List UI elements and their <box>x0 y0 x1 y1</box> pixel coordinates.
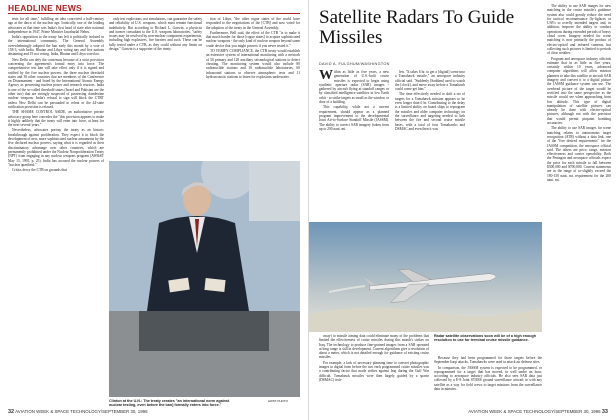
article-paragraph: ithin as little as five years, a new generation of U.S.-built cruise missiles is expected to begin using synthetic aperture radar (SAR) images - gathered by aircraft flying at standoff ranges or by classified intelligence satellites in low Earth orbit - to strike targets as small as the window or door of a building. <box>319 70 389 105</box>
article-paragraph: India's opposition to the treaty has left it politically isolated in the international community. The General Assembly overwhelmingly adopted the ban early this month by a vote of 158-3, with India, Bhutan and Libya voting nay and five nations abstaining and 19 not voting. India, Bhutan and Libya voted no. <box>8 35 104 57</box>
article-column-2 <box>395 70 465 218</box>
article-paragraph: tests for all time," fulfilling an idea conceived a half-century ago at the dawn of the nuclear age. Ironically, one of the leading advocates at that time was India's first head of state after national independence in 1947, Prime Minister Jawaharlal Nehru. <box>8 17 104 34</box>
article-paragraph: away) to missile aiming data could eliminate many of the problems that limited the effectiveness of cruise missiles during this month's strikes on Iraq. The technology to produce fine-grained images from a SAR operated at long range is still in development. Current algorithms give a resolution of about a meter, which is not detailed enough for guidance of existing cruise missiles. <box>319 334 429 360</box>
article-paragraph: TO VERIFY COMPLIANCE, the CTB treaty would establish an extensive system of international monitoring with a network of 50 primary and 120 auxiliary seismological stations to detect cheating. The monitoring system would also include 80 radionuclide stations and 16 radionuclide laboratories, 60 infrasound stations to observe atmospheric tests and 11 hydroacoustic stations to listen for explosions underwater. <box>206 49 300 79</box>
page-number: 33 <box>601 409 608 415</box>
article-title: Satellite Radars To Guide Missiles <box>319 7 515 48</box>
article-column-1 <box>319 70 389 218</box>
article-paragraph: only test explosions, not simulations, can guarantee the safety and reliability of U.S. weapons, which must remain functional indefinitely. But according to Richard L. Garwin, a physicist and former consultant to the U.S. weapons laboratories, "safety issues may be resolved by non-nuclear component experiments, including high explosives, fire barriers and such. These can be fully tested under a CTB, as they could without any limits on design." Garwin is a supporter of the treaty. <box>109 17 202 52</box>
article-column-3 <box>547 4 611 404</box>
clinton-un-photo <box>109 161 300 397</box>
article-column-under-photo <box>319 334 429 406</box>
article-paragraph: New Delhi can defy the consensus because of a strict provision concerning the agreement's formal entry into force. The comprehensive test ban will take effect only if it is signed and ratified by the five nuclear powers, the three nuclear threshold states and 36 other countries that are members of the Conference on Disarmament - and listed by the International Atomic Energy Agency as possessing nuclear power and research reactors. India is one of the so-called threshold states (Israel and Pakistan are the other two) that are strongly suspected of possessing clandestine nuclear weapons. India's refusal to sign will block the CTBT unless New Delhi can be persuaded to relent or the 44-state ratification provision is relaxed. <box>8 57 104 109</box>
article-paragraph: Furthermore, Bell said, the effect of the CTB "is to make it that much harder for those [rogue states] to acquire sophisticated nuclear weapons - the only kind of nuclear weapon beyond some crude device that you might possess if you never tested it." <box>206 30 300 48</box>
article-paragraph: Critics decry the CTB on grounds that <box>12 168 67 173</box>
page-footer <box>8 409 148 415</box>
article-paragraph: Nevertheless, advocates portray the treaty as an historic breakthrough against proliferation. They expect it to block the development of new, more sophisticated nuclear armaments by the five declared nuclear powers, saying what it is regarded as their discriminatory advantage over other countries, which are permanently prohibited under the Nuclear Nonproliferation Treaty (NPT) from engaging in any nuclear weapons program (AW&ST May 15, 1995, p. 25). India has accused the nuclear powers of "nuclear apartheid." <box>8 128 104 167</box>
photo-caption: Radar satellite observations soon will be of a high enough resolution to use for terminal cruise missile guidance. <box>434 334 537 343</box>
article-paragraph: The ability to use SAR images for scene matching relates to autonomous target recognition (ATR) without a data link, one of the "five desired requirements" for the JASSM competition, the aerospace official said. The others are price, range, mission effectiveness and carrier operability. Both the Pentagon and aerospace officials expect the price for each missile to fall between $300,000 and $700,000. Current statements are in the range of so-slightly exceed the 180-150 naut. mi. requirement for the 200 naut. mi. <box>547 126 611 182</box>
article-column-2 <box>109 17 202 159</box>
article-paragraph: tion of Libya, "the other rogue states of the world have responded to the negotiations of the [CTB] and now voted for the adoption of the treaty in the General Assembly. <box>206 17 300 30</box>
article-column-3 <box>206 17 300 159</box>
article-paragraph: The time effectively needed to shift a set of targets for a Tomahawk mission appears to be even longer than 6 hr. Contributing to the delay is a limited ability on board ships to reprogram the missiles and older computer technology on the surveillance and targeting needed to link between the fire and second cruise missile bases, with a total of four Tomahawks and DSMAC and even then it was <box>395 92 465 131</box>
page-footer <box>318 409 608 415</box>
publication-footer: AVIATION WEEK & SPACE TECHNOLOGY/SEPTEMBER 30, 1996 <box>15 409 148 414</box>
photo-credit: AWST PHOTO <box>268 399 288 403</box>
right-page <box>308 0 616 420</box>
section-label: HEADLINE NEWS <box>8 3 82 13</box>
section-rule <box>8 13 300 14</box>
article-paragraph: For example, a lack of necessary planning time to convert photographic images to digital form before the two each programmed cruise missiles was a contributing factor that made strikes against Iraq during the Gulf War difficult. Tomahawk missiles were then largely guided by a sparse (DSMAC) tech- <box>319 360 429 382</box>
article-paragraph: This capability, while not a current requirement, should appear as a planned program improvement to the developmental Joint Air-to-Surface Standoff Missile (JASSM). The ability to correct SAR imagery (taken from up to 200 naut. mi. <box>319 105 389 131</box>
article-paragraph: Because they had been programmed for those targets before the September Iraqi attacks, Tomahawks were used to attack air defense sites. <box>434 356 542 365</box>
article-column-1 <box>8 17 104 405</box>
drop-cap: W <box>319 70 333 83</box>
photo-caption: Clinton at the U.N.: The treaty creates "an international norm against nuclear testing, even before the ban] formally enters into force." <box>109 399 230 408</box>
article-paragraph: In comparison, the JASSM system is expected to be programmed, or reprogrammed for a target that has moved, in well under an hour, according to aerospace industry officials. He also sees SAR data just collected by a E-8 Joint STARS ground surveillance aircraft or with any satellite as a way for field crews to target missions from the surveillance data in minutes. <box>434 365 542 392</box>
cruise-missile-photo <box>309 222 542 332</box>
article-column-under-caption <box>434 356 542 406</box>
unused <box>109 399 110 400</box>
article-paragraph: Program and aerospace industry officials estimate that in as little as five years, certainly within 10 years, advanced computer algorithms will allow mission planners to take this satellite or aircraft SAR imagery and convert it to a digital picture the JASSM guidance system can use. The overhead picture of the target would be rectified into the same perspective as the missile would see when approaching from low altitude. This type of digital manipulation of satellite pictures can already be done with electro-optical pictures, although not with the precision that would permit pinpoint bombing accuracies. <box>547 56 611 126</box>
article-paragraph: The ability to use SAR images for new matching in the cruise missile's guidance system also could greatly reduce the need for tactical reconnaissance fly-figlaces or UAVs to overfly intended targets and, in addition, improve the ability to conduct operations during extended periods of heavy cloud cover. Imagery needed for scene matching is now primarily the product of electro-optical and infrared cameras, but collecting such pictures is limited to periods of clear weather. <box>547 4 611 56</box>
page-number: 32 <box>8 409 15 415</box>
article-byline: DAVID A. FULGHUM/WASHINGTON <box>319 62 390 66</box>
publication-footer: AVIATION WEEK & SPACE TECHNOLOGY/SEPTEMBER 30, 1996 <box>468 409 601 414</box>
article-paragraph: THE SHAME CONTROL ASIDE, an authoritative private advocacy group here concedes the "this provision appears to make it highly unlikely that the treaty will enter into force, at least for the next several years." <box>8 110 104 128</box>
article-paragraph: lets. "It takes 6 hr. to get a [digital] scene into a Tomahawk missile," an aerospace industry official said. "Suddenly [Saddam] used to watch the [clock], and move away before a Tomahawk could come get him." <box>395 70 465 92</box>
